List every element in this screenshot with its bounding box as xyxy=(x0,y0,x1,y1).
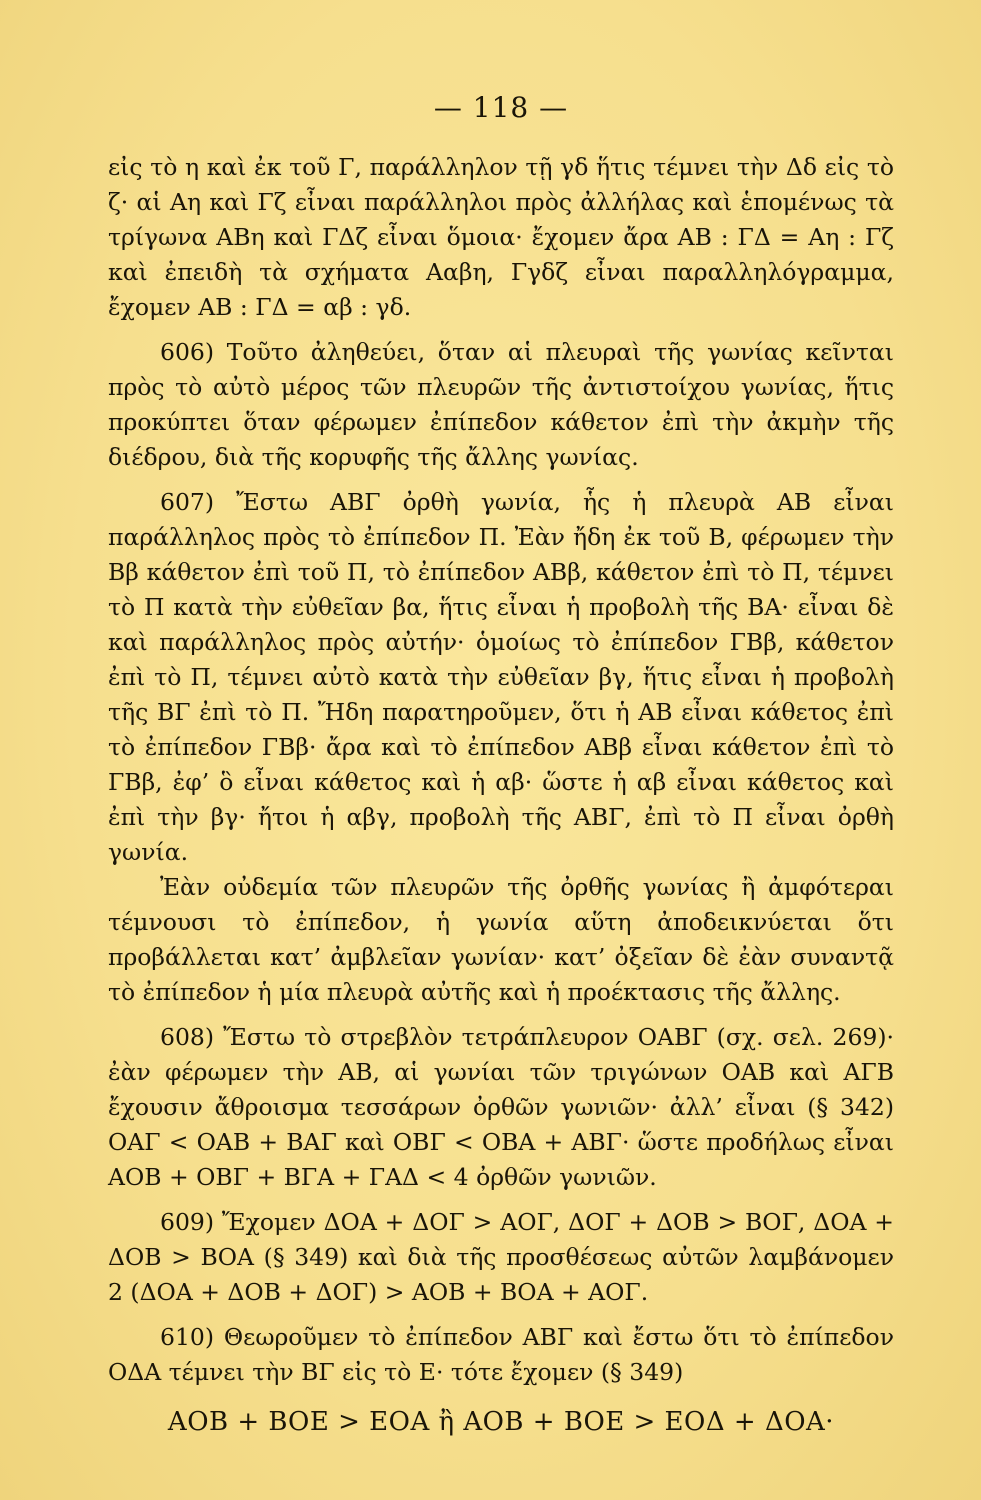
page-number: — 118 — xyxy=(433,91,569,124)
display-formula: ΑΟΒ + ΒΟΕ > ΕΟΑ ἢ ΑΟΒ + ΒΟΕ > ΕΟΔ + ΔΟΑ· xyxy=(167,1407,835,1437)
paragraph-609: 609) Ἔχομεν ΔΟΑ + ΔΟΓ > ΑΟΓ, ΔΟΓ + ΔΟΒ > ΒΟΓ, ΔΟΑ + ΔΟΒ > ΒΟΑ (§ 349) καὶ διὰ τῆς προσθέσεως αὐτῶν λαμβάνομεν 2 (ΔΟΑ + ΔΟΒ + ΔΟΓ) > ΑΟΒ + ΒΟΑ + ΑΟΓ. xyxy=(108,1208,894,1306)
paragraph-606: 606) Τοῦτο ἀληθεύει, ὅταν αἱ πλευραὶ τῆς γωνίας κεῖνται πρὸς τὸ αὐτὸ μέρος τῶν πλευρῶν τῆς ἀντιστοίχου γωνίας, ἥτις προκύπτει ὅταν φέρωμεν ἐπίπεδον κάθετον ἐπὶ τὴν ἀκμὴν τῆς διέδρου, διὰ τῆς κορυφῆς τῆς ἄλλης γωνίας. xyxy=(108,338,894,471)
paragraph-607-continued: Ἐὰν οὐδεμία τῶν πλευρῶν τῆς ὀρθῆς γωνίας ἢ ἀμφότεραι τέμνουσι τὸ ἐπίπεδον, ἡ γωνία αὕτη ἀποδεικνύεται ὅτι προβάλλεται κατ’ ἀμβλεῖαν γωνίαν· κατ’ ὀξεῖαν δὲ ἐὰν συναντᾷ τὸ ἐπίπεδον ἡ μία πλευρὰ αὐτῆς καὶ ἡ προέκτασις τῆς ἄλλης. xyxy=(108,873,894,1006)
paragraph-607: 607) Ἔστω ΑΒΓ ὀρθὴ γωνία, ἧς ἡ πλευρὰ ΑΒ εἶναι παράλληλος πρὸς τὸ ἐπίπεδον Π. Ἐὰν ἤδη ἐκ τοῦ Β, φέρωμεν τὴν Ββ κάθετον ἐπὶ τοῦ Π, τὸ ἐπίπεδον ΑΒβ, κάθετον ἐπὶ τὸ Π, τέμνει τὸ Π κατὰ τὴν εὐθεῖαν βα, ἥτις εἶναι ἡ προβολὴ τῆς ΒΑ· εἶναι δὲ καὶ παράλληλος πρὸς αὐτήν· ὁμοίως τὸ ἐπίπεδον ΓΒβ, κάθετον ἐπὶ τὸ Π, τέμνει αὐτὸ κατὰ τὴν εὐθεῖαν βγ, ἥτις εἶναι ἡ προβολὴ τῆς ΒΓ ἐπὶ τὸ Π. Ἤδη παρατηροῦμεν, ὅτι ἡ ΑΒ εἶναι κάθετος ἐπὶ τὸ ἐπίπεδον ΓΒβ· ἄρα καὶ τὸ ἐπίπεδον ΑΒβ εἶναι κάθετον ἐπὶ τὸ ΓΒβ, ἐφ’ ὃ εἶναι κάθετος καὶ ἡ αβ· ὥστε ἡ αβ εἶναι κάθετος καὶ ἐπὶ τὴν βγ· ἤτοι ἡ αβγ, προβολὴ τῆς ΑΒΓ, ἐπὶ τὸ Π εἶναι ὀρθὴ γωνία. xyxy=(108,488,894,866)
paragraph-608: 608) Ἔστω τὸ στρεβλὸν τετράπλευρον ΟΑΒΓ (σχ. σελ. 269)· ἐὰν φέρωμεν τὴν ΑΒ, αἱ γωνίαι τῶν τριγώνων ΟΑΒ καὶ ΑΓΒ ἔχουσιν ἄθροισμα τεσσάρων ὀρθῶν γωνιῶν· ἀλλ’ εἶναι (§ 342) ΟΑΓ < ΟΑΒ + ΒΑΓ καὶ ΟΒΓ < ΟΒΑ + ΑΒΓ· ὥστε προδήλως εἶναι ΑΟΒ + ΟΒΓ + ΒΓΑ + ΓΑΔ < 4 ὀρθῶν γωνιῶν. xyxy=(108,1023,894,1191)
paragraph-continuation: εἰς τὸ η καὶ ἐκ τοῦ Γ, παράλληλον τῇ γδ ἥτις τέμνει τὴν Δδ εἰς τὸ ζ· αἱ Αη καὶ Γζ εἶναι παράλληλοι πρὸς ἀλλήλας καὶ ἑπομένως τὰ τρίγωνα ΑΒη καὶ ΓΔζ εἶναι ὅμοια· ἔχομεν ἄρα ΑΒ : ΓΔ = Αη : Γζ καὶ ἐπειδὴ τὰ σχήματα Ααβη, Γγδζ εἶναι παραλληλόγραμμα, ἔχομεν ΑΒ : ΓΔ = αβ : γδ. xyxy=(108,153,894,321)
paragraph-610: 610) Θεωροῦμεν τὸ ἐπίπεδον ΑΒΓ καὶ ἔστω ὅτι τὸ ἐπίπεδον ΟΔΑ τέμνει τὴν ΒΓ εἰς τὸ Ε· τότε ἔχομεν (§ 349) xyxy=(108,1323,894,1386)
document-page xyxy=(108,88,894,1442)
